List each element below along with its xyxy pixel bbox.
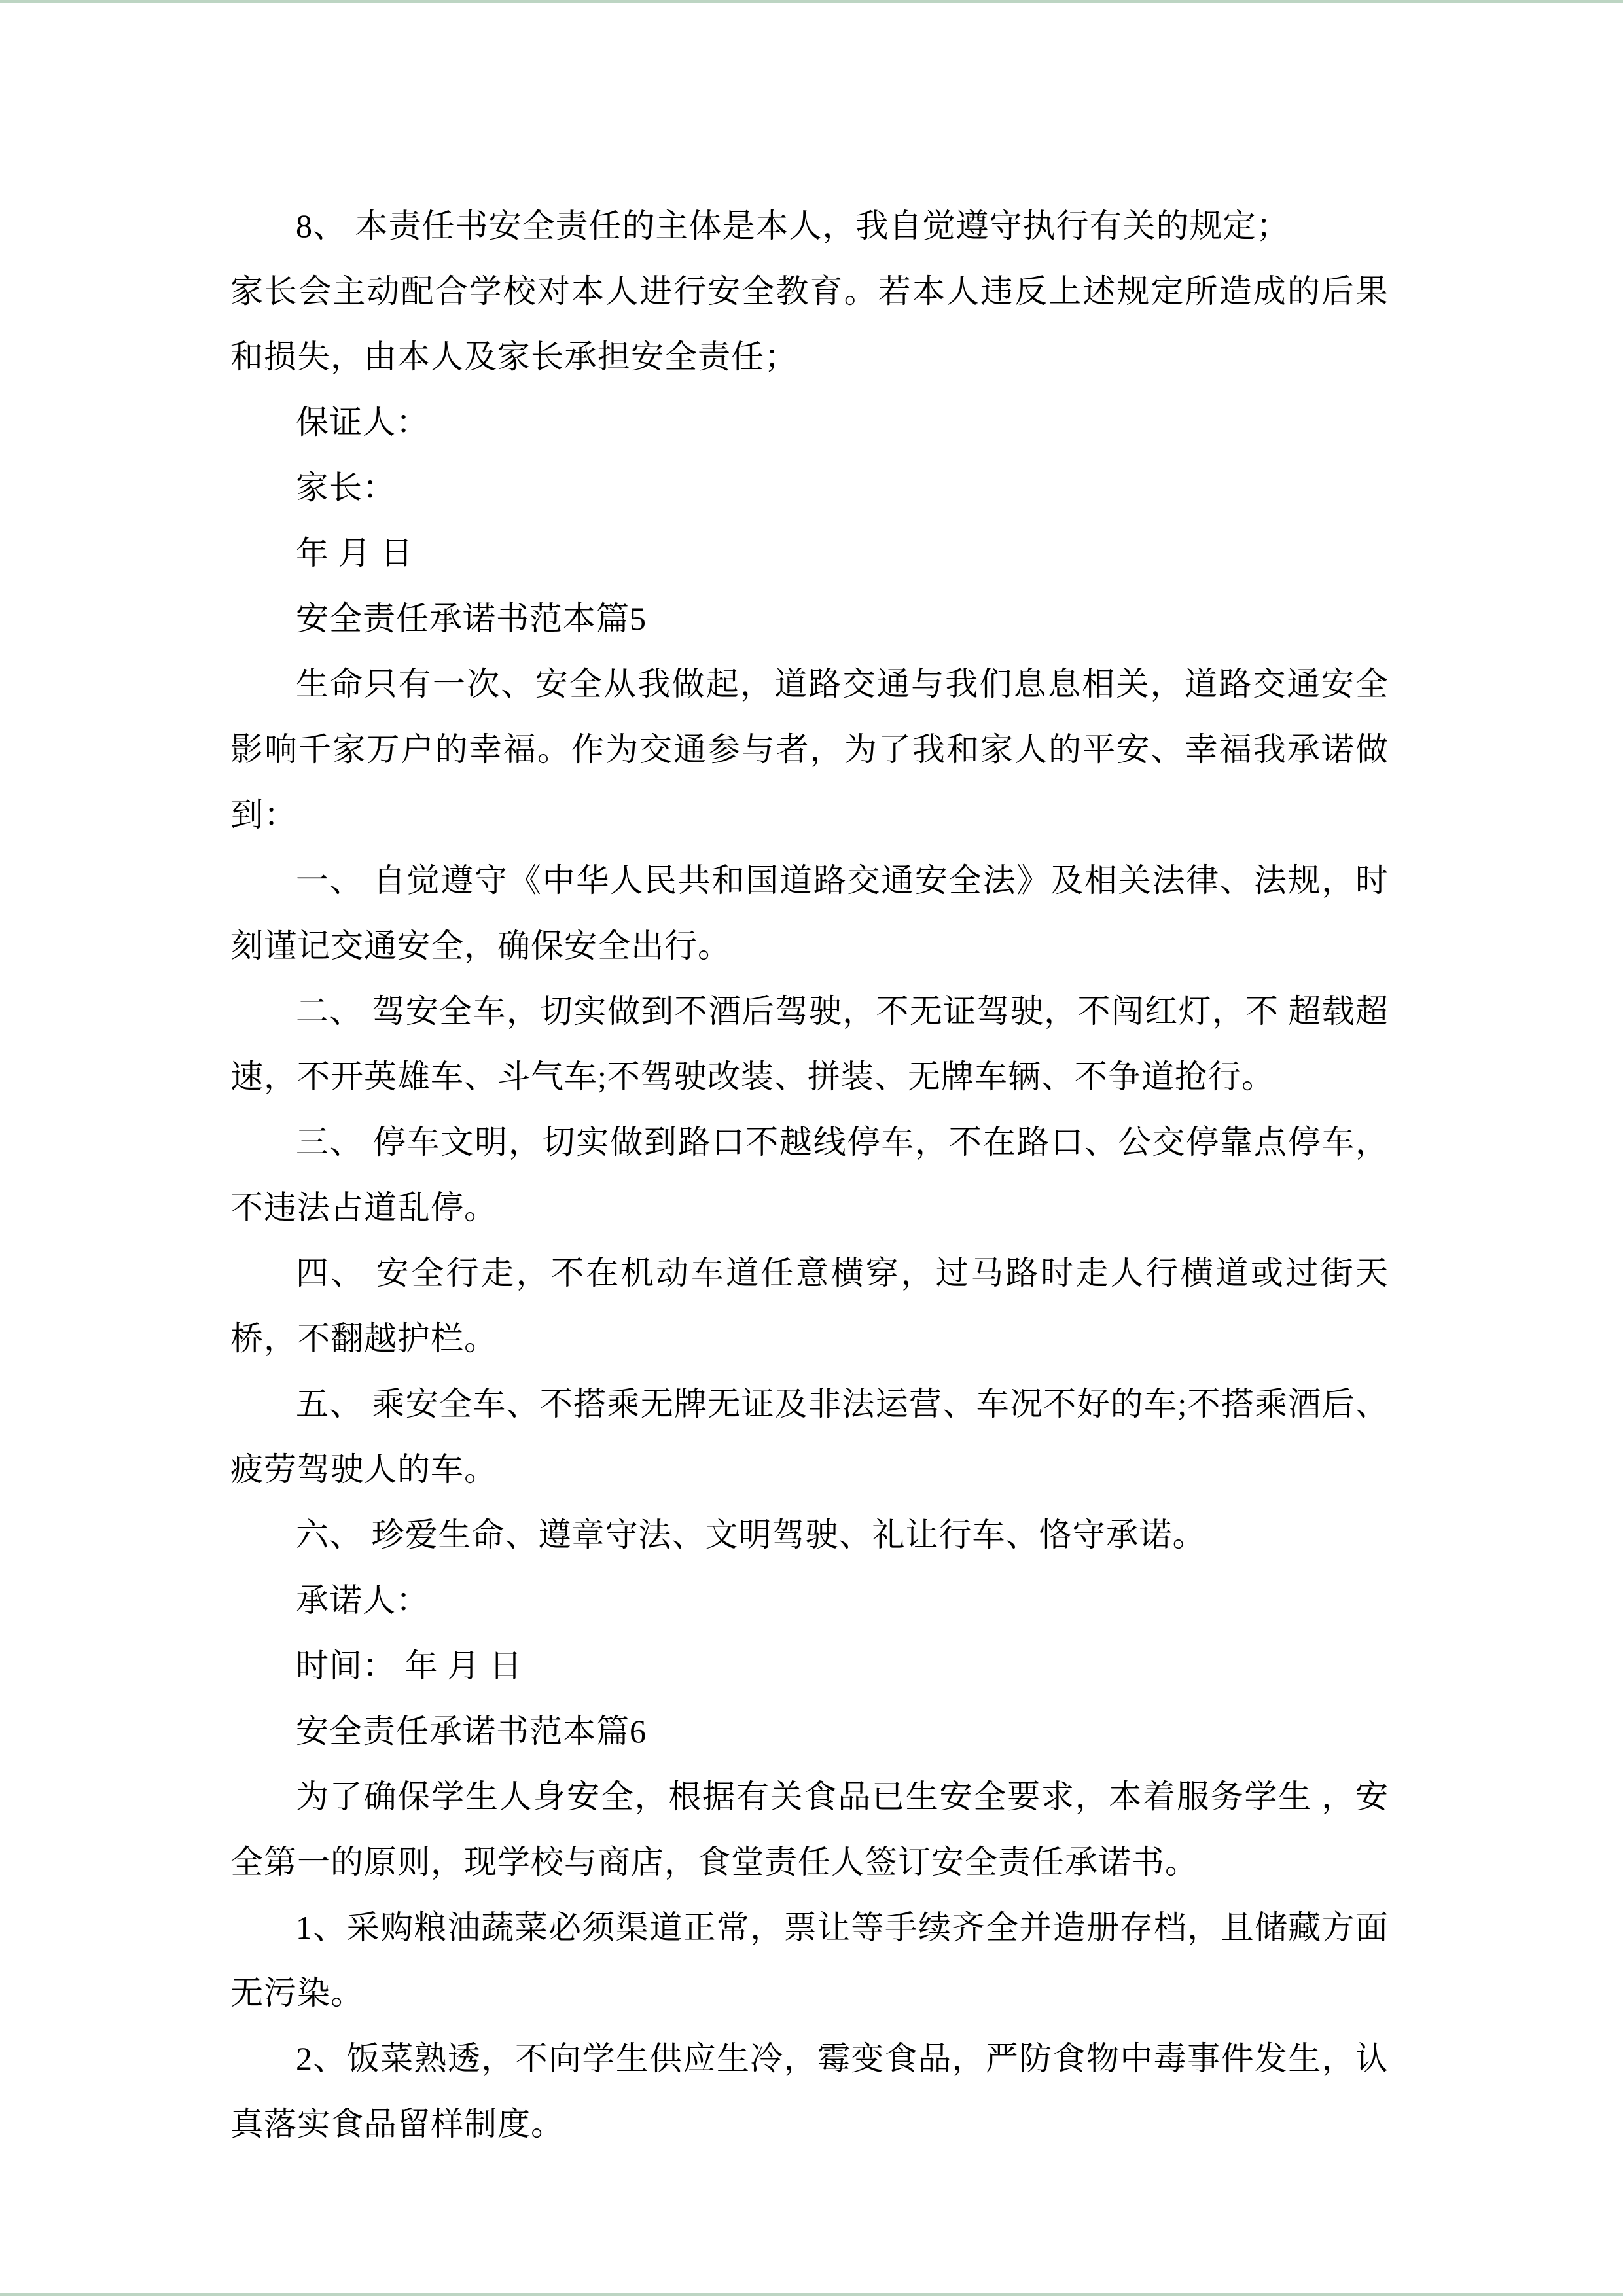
document-body: [230, 193, 1389, 2157]
paragraph: 家长会主动配合学校对本人进行安全教育。若本人违反上述规定所造成的后果和损失，由本人及家长承担安全责任；: [230, 273, 1389, 375]
list-item: 二、 驾安全车，切实做到不酒后驾驶，不无证驾驶，不闯红灯，不 超载超速，不开英雄车、斗气车;不驾驶改装、拼装、无牌车辆、不争道抢行。: [230, 993, 1389, 1095]
list-item: 1、采购粮油蔬菜必须渠道正常，票让等手续齐全并造册存档，且储藏方面无污染。: [230, 1909, 1389, 2011]
paragraph: 生命只有一次、安全从我做起，道路交通与我们息息相关，道路交通安全影响千家万户的幸福。作为交通参与者，为了我和家人的平安、幸福我承诺做到：: [230, 666, 1389, 833]
signature-line: 保证人：: [296, 404, 429, 440]
paragraph: 8、 本责任书安全责任的主体是本人，我自觉遵守执行有关的规定；: [296, 207, 1290, 244]
section-heading: 安全责任承诺书范本篇5: [296, 600, 647, 637]
signature-line: 承诺人：: [296, 1582, 429, 1619]
list-item: 六、 珍爱生命、遵章守法、文明驾驶、礼让行车、恪守承诺。: [296, 1516, 1206, 1553]
date-line: 时间： 年 月 日: [296, 1647, 523, 1684]
list-item: 2、饭菜熟透，不向学生供应生冷，霉变食品，严防食物中毒事件发生，认真落实食品留样制度。: [230, 2040, 1389, 2142]
scan-edge-artifact-bottom: [0, 2293, 1623, 2296]
scan-edge-artifact-top: [0, 0, 1623, 3]
paragraph: 为了确保学生人身安全，根据有关食品已生安全要求，本着服务学生 ，安全第一的原则，现学校与商店，食堂责任人签订安全责任承诺书。: [230, 1778, 1389, 1880]
list-item: 三、 停车文明，切实做到路口不越线停车，不在路口、公交停靠点停车，不违法占道乱停。: [230, 1124, 1389, 1226]
section-heading: 安全责任承诺书范本篇6: [296, 1713, 647, 1749]
signature-line: 家长：: [296, 469, 396, 506]
date-line: 年 月 日: [296, 535, 414, 571]
list-item: 一、 自觉遵守《中华人民共和国道路交通安全法》及相关法律、法规，时刻谨记交通安全，确保安全出行。: [230, 862, 1389, 964]
list-item: 四、 安全行走，不在机动车道任意横穿，过马路时走人行横道或过街天桥，不翻越护栏。: [230, 1255, 1389, 1357]
list-item: 五、 乘安全车、不搭乘无牌无证及非法运营、车况不好的车;不搭乘酒后、疲劳驾驶人的车。: [230, 1386, 1389, 1488]
